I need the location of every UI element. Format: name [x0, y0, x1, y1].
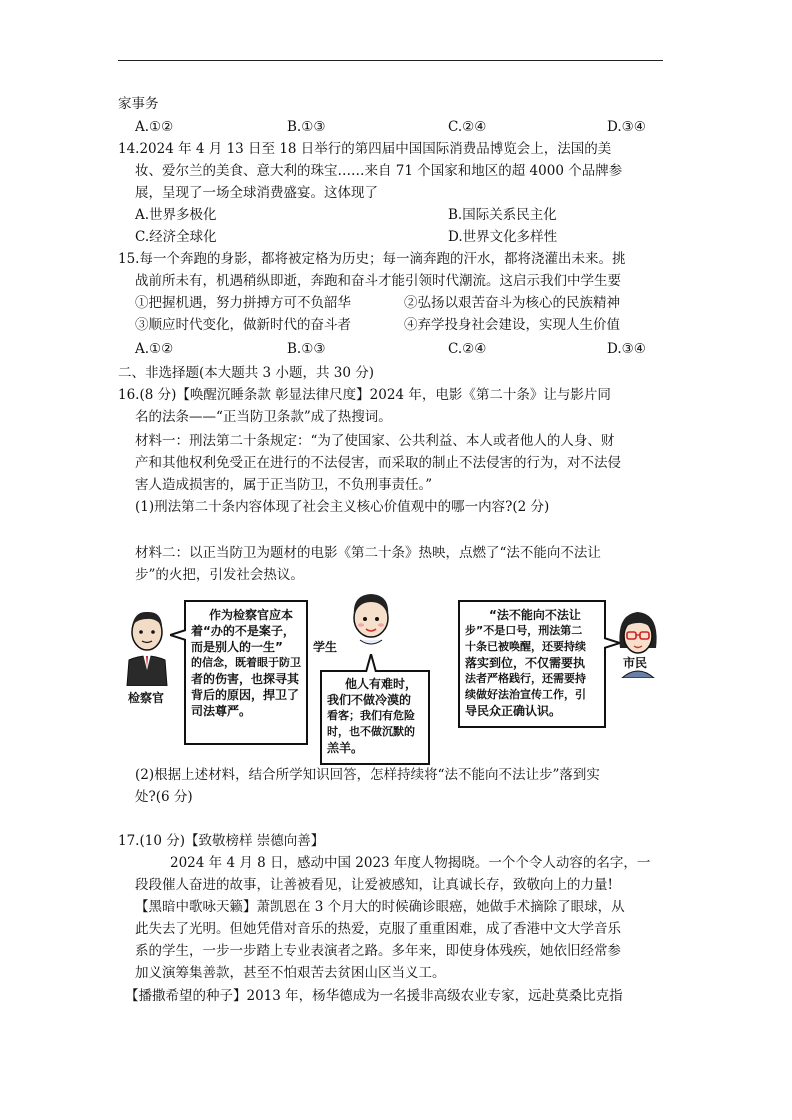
paragraph-line: 系的学生，一步一步踏上专业表演者之路。多年来，即使身体残疾，她依旧经常参 [135, 943, 621, 959]
header-rule [118, 60, 663, 61]
student-label: 学生 [313, 640, 338, 654]
option-c-q14: C.经济全球化 [135, 229, 217, 245]
speech-line: 他人有难时， [345, 677, 418, 691]
option-a-q13: A.①② [135, 119, 174, 135]
speech-line: 我们不做冷漠的 [327, 693, 412, 707]
text-line: 妆、爱尔兰的美食、意大利的珠宝……来自 71 个国家和地区的超 4000 个品牌参 [135, 163, 623, 179]
speech-line: 而是别人的一生” [191, 640, 283, 654]
text-line: 战前所未有，机遇稍纵即逝，奔跑和奋斗才能引领时代潮流。这启示我们中学生要 [135, 273, 621, 289]
option-a-q15: A.①② [135, 341, 174, 357]
speech-line: 的信念，既着眼于防卫 [191, 656, 301, 669]
speech-line: “法不能向不法让 [489, 608, 581, 622]
paragraph-line: 2024 年 4 月 8 日，感动中国 2023 年度人物揭晓。一个个令人动容的名字，一 [170, 855, 651, 871]
speech-line: 十条已被唤醒，还要持续 [465, 640, 586, 653]
paragraph-line: 此失去了光明。但她凭借对音乐的热爱，克服了重重困难，成了香港中文大学音乐 [135, 921, 621, 937]
option-b-q13: B.①③ [287, 119, 326, 135]
option-d-q13: D.③④ [607, 119, 646, 135]
speech-line: 看客；我们有危险 [327, 709, 415, 722]
option-d-q15: D.③④ [607, 341, 646, 357]
bubble-tail-icon [170, 628, 186, 642]
option-d-q14: D.世界文化多样性 [448, 229, 558, 245]
speech-line: 时，也不做沉默的 [327, 725, 415, 738]
paragraph-line: 加义演筹集善款，甚至不怕艰苦去贫困山区当义工。 [135, 965, 446, 981]
citizen-speech-bubble [458, 600, 606, 728]
speech-line: 步”不是口号，刑法第二 [465, 624, 583, 637]
text-line: 步”的火把，引发社会热议。 [135, 567, 304, 583]
prosecutor-figure-icon [123, 608, 171, 686]
sub-question-16-2: (2)根据上述材料，结合所学知识回答，怎样持续将“法不能向不法让步”落到实 [135, 767, 600, 783]
option-c-q15: C.②④ [448, 341, 487, 357]
option-b-q15: B.①③ [287, 341, 326, 357]
statement-1: ①把握机遇，努力拼搏方可不负韶华 [135, 295, 351, 311]
speech-line: 者的伤害，也探寻其 [191, 672, 300, 686]
question-14: 14.2024 年 4 月 13 日至 18 日举行的第四届中国国际消费品博览会上，法国的美 [118, 141, 612, 157]
sub-question-16-1: (1)刑法第二十条内容体现了社会主义核心价值观中的哪一内容?(2 分) [135, 499, 550, 515]
speech-line: 司法尊严。 [191, 704, 252, 718]
question-15: 15.每一个奔跑的身影，都将被定格为历史；每一滴奔跑的汗水，都将浇灌出未来。挑 [118, 251, 626, 267]
text-line: 害人造成损害的，属于正当防卫，不负刑事责任。” [135, 477, 433, 493]
speech-line: 导民众正确认识。 [465, 704, 562, 718]
text-line: 处?(6 分) [135, 789, 193, 805]
section-heading: 二、非选择题(本大题共 3 小题，共 30 分) [118, 365, 374, 381]
speech-line: 着“办的不是案子， [191, 624, 295, 638]
paragraph-line: 【播撒希望的种子】2013 年，杨华德成为一名援非高级农业专家，远赴莫桑比克指 [125, 988, 623, 1004]
student-speech-bubble [320, 670, 430, 765]
citizen-label: 市民 [623, 656, 648, 670]
statement-2: ②弘扬以艰苦奋斗为核心的民族精神 [404, 295, 620, 311]
material-2: 材料二：以正当防卫为题材的电影《第二十条》热映，点燃了“法不能向不法让 [135, 545, 601, 561]
material-1: 材料一：刑法第二十条规定：“为了使国家、公共利益、本人或者他人的人身、财 [135, 433, 615, 449]
speech-line: 续做好法治宣传工作，引 [465, 688, 586, 701]
text-line: 名的法条——“正当防卫条款”成了热搜词。 [135, 409, 392, 425]
question-16: 16.(8 分)【唤醒沉睡条款 彰显法律尺度】2024 年，电影《第二十条》让与影片同 [118, 387, 611, 403]
student-figure-icon [346, 590, 396, 648]
bubble-tail-icon [364, 654, 378, 672]
prosecutor-speech-bubble [184, 600, 308, 745]
speech-line: 羔羊。 [327, 741, 364, 755]
speech-line: 法者严格践行，还需要持 [465, 672, 586, 685]
option-b-q14: B.国际关系民主化 [448, 207, 557, 223]
text-line: 展，呈现了一场全球消费盛宴。这体现了 [135, 185, 378, 201]
option-a-q14: A.世界多极化 [135, 207, 217, 223]
paragraph-line: 段段催人奋进的故事，让善被看见，让爱被感知，让真诚长存，致敬向上的力量! [135, 877, 613, 893]
question-17: 17.(10 分)【致敬榜样 崇德向善】 [118, 833, 325, 849]
paragraph-line: 【黑暗中歌咏天籁】萧凯恩在 3 个月大的时候确诊眼癌，她做手术摘除了眼球，从 [135, 899, 625, 915]
speech-line: 背后的原因，捍卫了 [191, 688, 300, 702]
statement-4: ④弃学投身社会建设，实现人生价值 [404, 317, 620, 333]
speech-line: 落实到位，不仅需要执 [465, 656, 586, 670]
speech-line: 作为检察官应本 [209, 608, 294, 622]
text-line: 家事务 [118, 96, 159, 112]
statement-3: ③顺应时代变化，做新时代的奋斗者 [135, 317, 351, 333]
cartoon-panel [118, 590, 663, 765]
text-line: 产和其他权利免受正在进行的不法侵害，而采取的制止不法侵害的行为，对不法侵 [135, 455, 621, 471]
option-c-q13: C.②④ [448, 119, 487, 135]
prosecutor-label: 检察官 [128, 691, 165, 705]
